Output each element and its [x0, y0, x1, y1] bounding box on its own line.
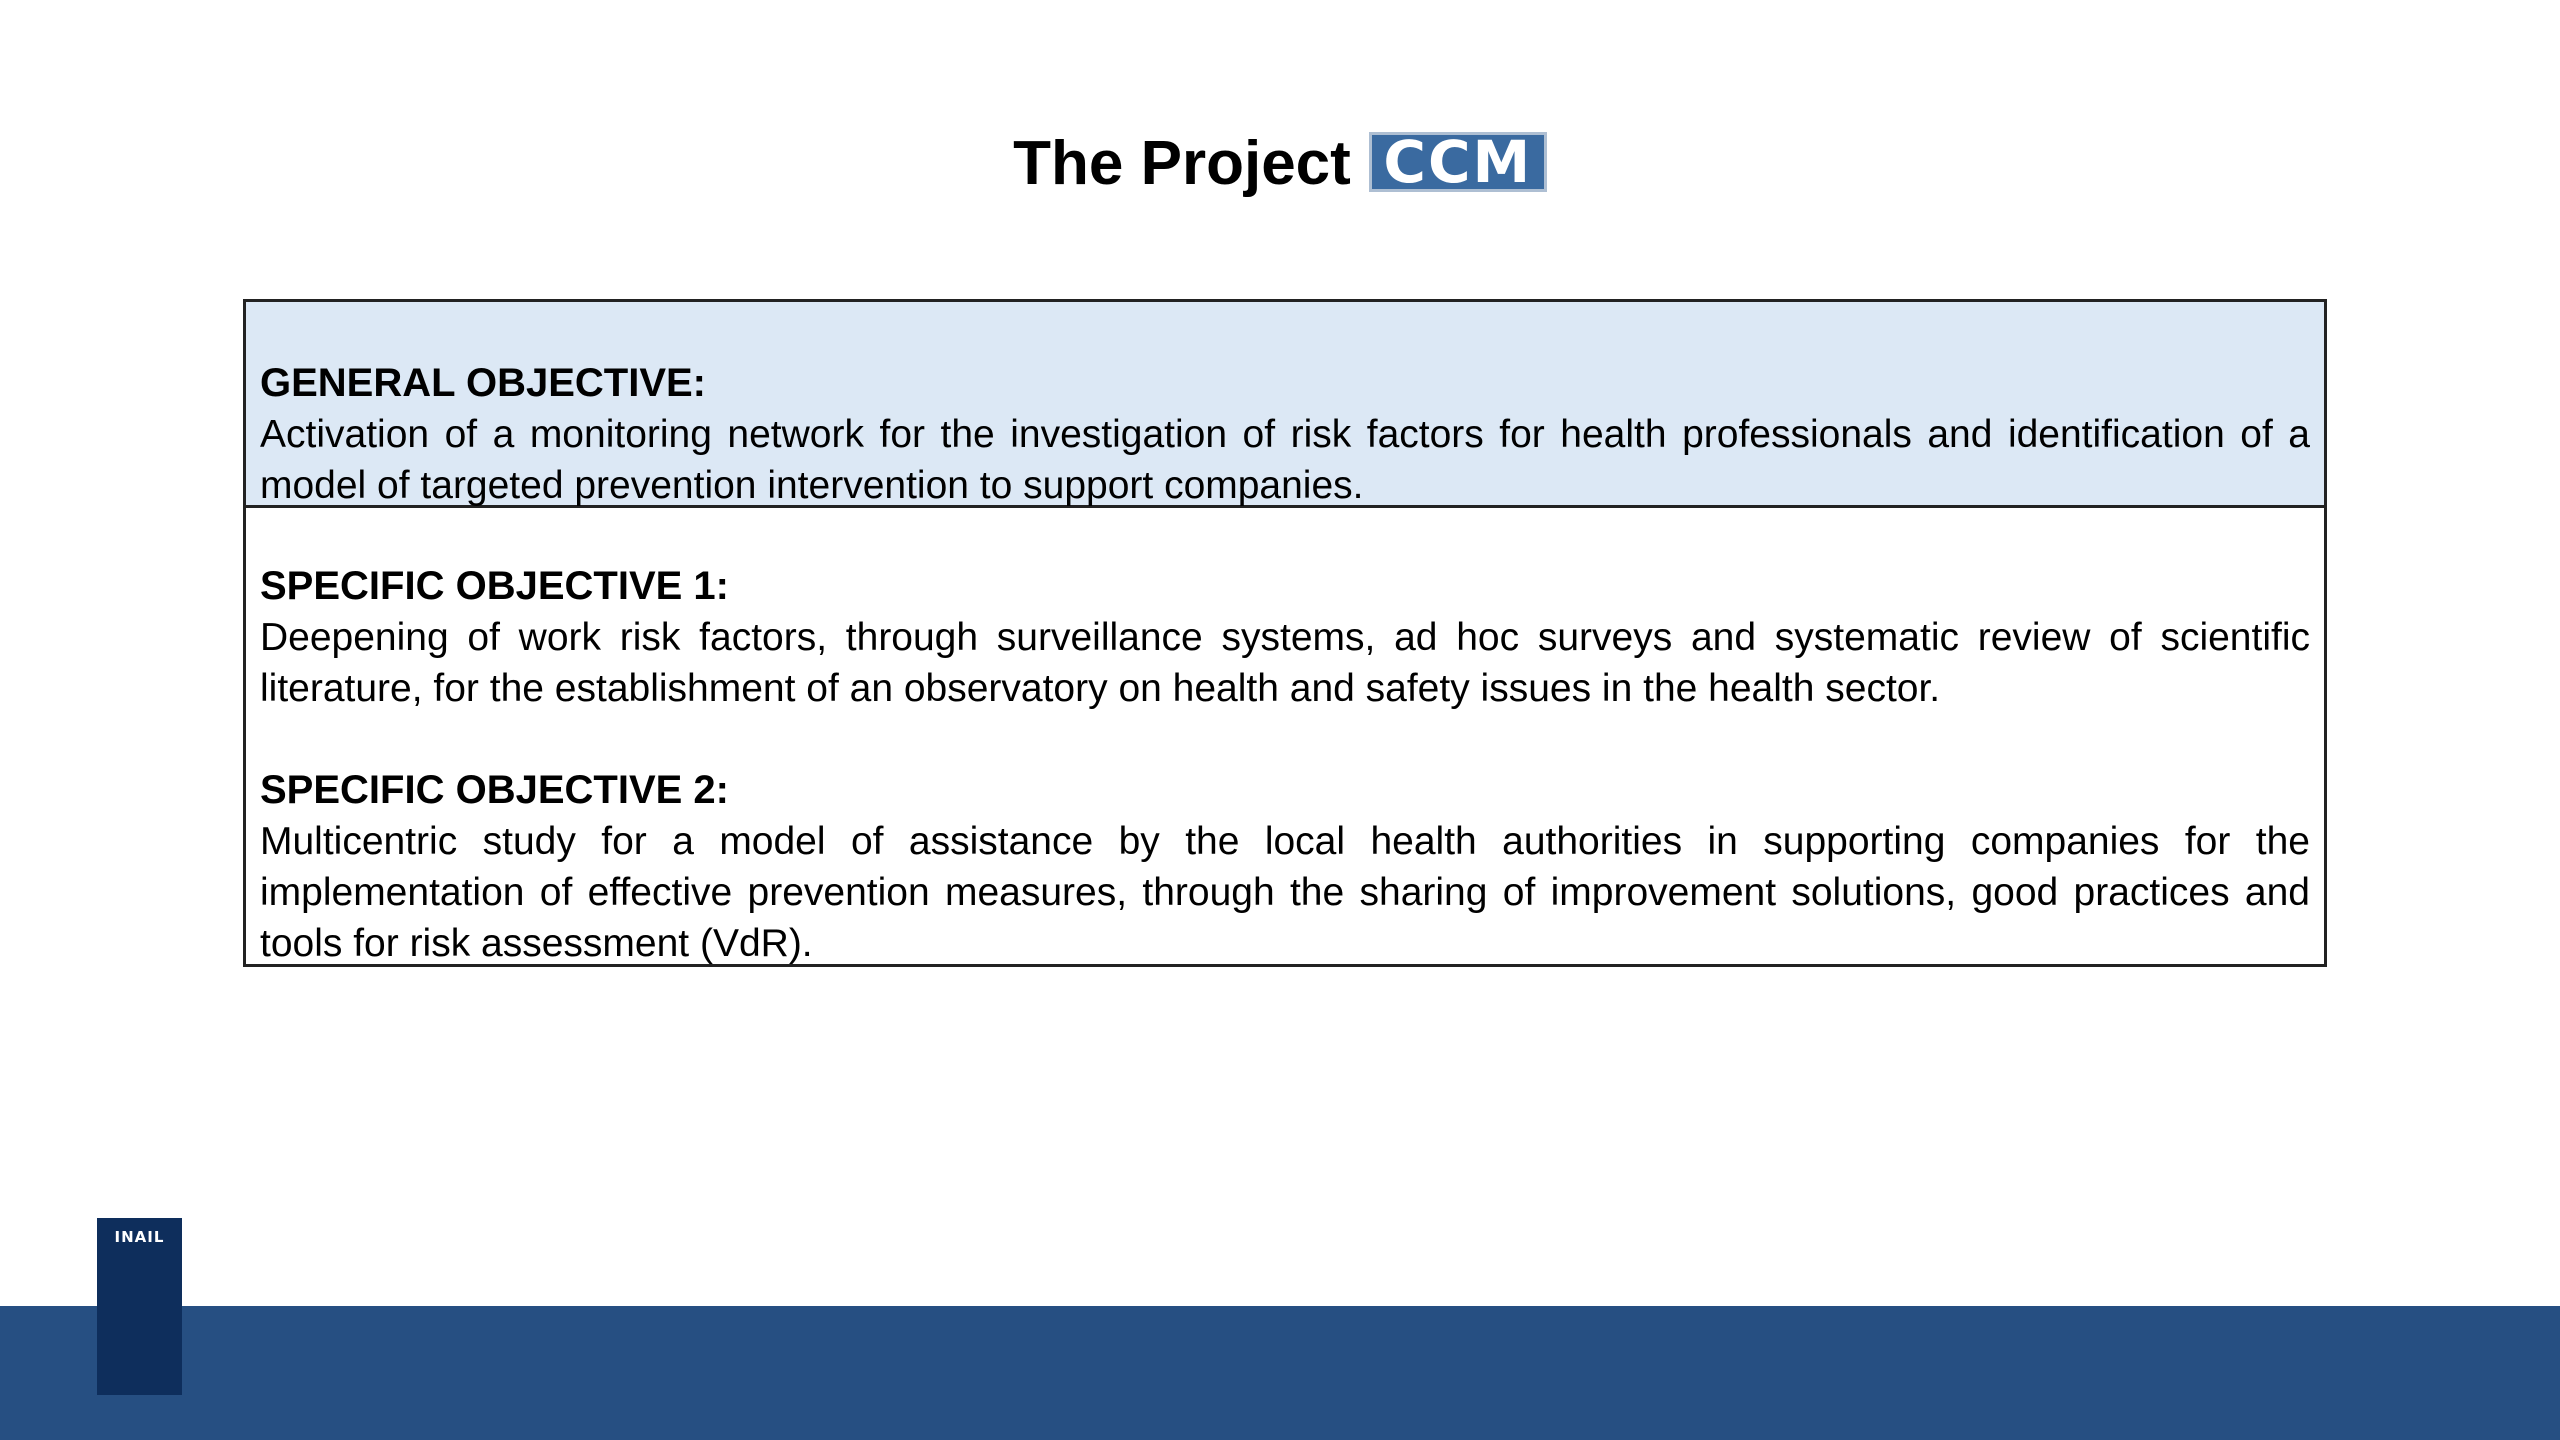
inail-logo-text: INAIL: [114, 1228, 165, 1246]
specific-objective-2-text: Multicentric study for a model of assistance by the local health authorities in supporting companies for the implementation of effective prevention measures, through the sharing of improvement solutions, good practices and tools for risk assessment (VdR).: [260, 820, 2310, 965]
general-objective-text: Activation of a monitoring network for the investigation of risk factors for health professionals and identification of a model of targeted prevention intervention to support companies.: [260, 413, 2310, 507]
specific-objective-1-section: [246, 508, 2324, 714]
specific-objective-2-section: [246, 712, 2324, 969]
footer-bar: [0, 1306, 2560, 1440]
specific-objective-1-text: Deepening of work risk factors, through surveillance systems, ad hoc surveys and systematic review of scientific literature, for the establishment of an observatory on health and safety issues in the health sector.: [260, 616, 2310, 710]
inail-logo: [97, 1215, 182, 1395]
specific-objective-2-heading: SPECIFIC OBJECTIVE 2:: [260, 768, 729, 812]
objectives-table: [243, 299, 2327, 967]
title-text: The Project: [1013, 129, 1351, 198]
general-objective-section: [246, 302, 2324, 508]
ccm-logo: CCM: [1369, 132, 1547, 192]
general-objective-heading: GENERAL OBJECTIVE:: [260, 361, 706, 405]
specific-objective-1-heading: SPECIFIC OBJECTIVE 1:: [260, 564, 729, 608]
slide-title: [0, 128, 2560, 199]
